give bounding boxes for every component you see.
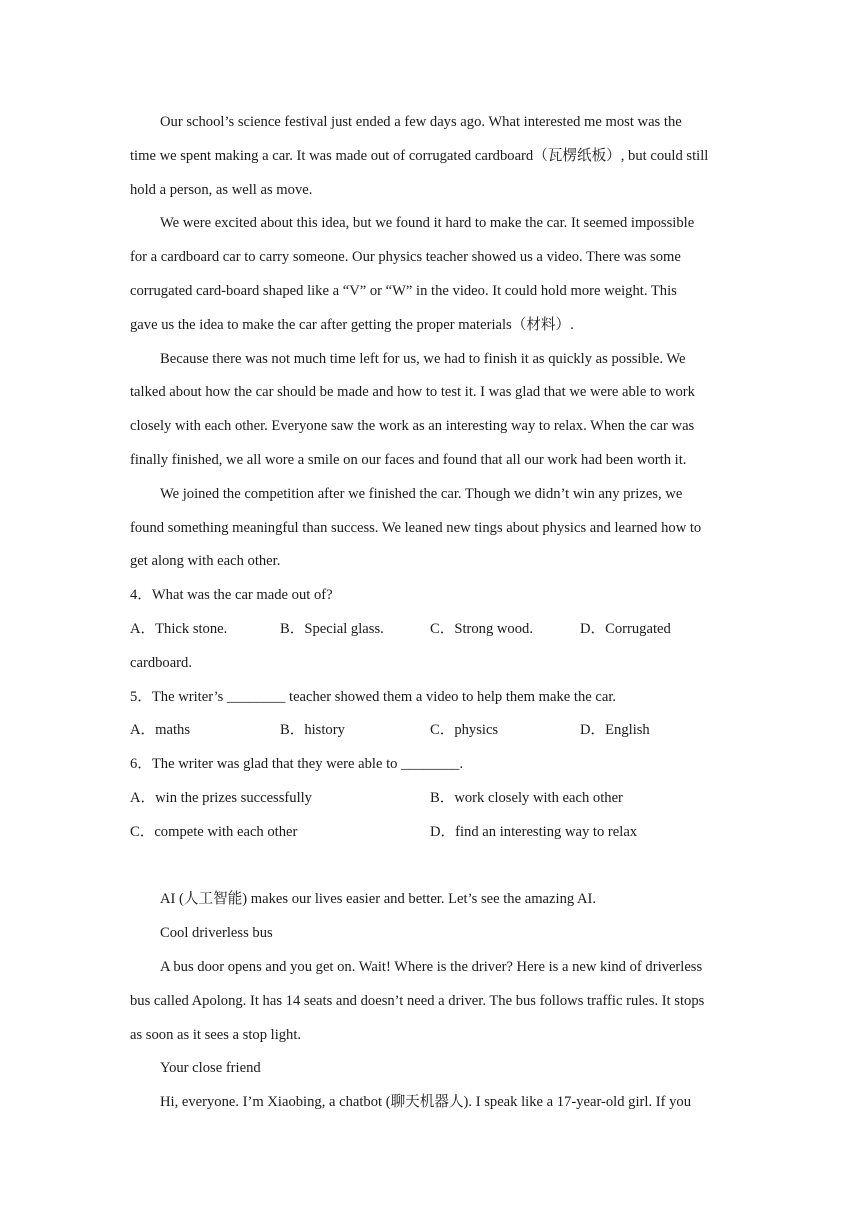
paragraph-line: as soon as it sees a stop light. — [130, 1026, 302, 1043]
option-d-continuation: cardboard. — [130, 654, 192, 671]
section-heading: Your close friend — [160, 1060, 261, 1077]
question-5 — [130, 684, 734, 752]
paragraph-line: Because there was not much time left for us, we had to finish it as quickly as possible. We — [160, 350, 686, 367]
option-d[interactable]: D．Corrugated — [580, 620, 671, 637]
paragraph-line: AI (人工智能) makes our lives easier and better. Let’s see the amazing AI. — [160, 891, 597, 908]
paragraph-line: talked about how the car should be made and how to test it. I was glad that we were able to work — [130, 384, 695, 401]
paragraph-line: time we spent making a car. It was made out of corrugated cardboard（瓦楞纸板）, but could still — [130, 147, 709, 164]
answer-options-row-1 — [130, 785, 734, 819]
option-a[interactable]: A．win the prizes successfully — [130, 789, 312, 806]
paragraph-line: finally finished, we all wore a smile on our faces and found that all our work had been worth it. — [130, 451, 687, 468]
question-4 — [130, 582, 734, 683]
paragraph-line: for a cardboard car to carry someone. Our physics teacher showed us a video. There was some — [130, 249, 681, 266]
question-stem: 5．The writer’s ________ teacher showed them a video to help them make the car. — [130, 688, 617, 705]
section-gap — [130, 853, 734, 887]
question-6 — [130, 751, 734, 852]
question-stem: 4．What was the car made out of? — [130, 587, 333, 604]
passage-science-festival — [130, 109, 734, 582]
document-page — [130, 109, 734, 1123]
option-b[interactable]: B．history — [280, 722, 345, 739]
option-d[interactable]: D．English — [580, 722, 650, 739]
answer-options — [130, 616, 734, 650]
paragraph-line: hold a person, as well as move. — [130, 181, 313, 198]
option-c[interactable]: C．physics — [430, 722, 499, 739]
option-d[interactable]: D．find an interesting way to relax — [430, 823, 638, 840]
paragraph-line: Our school’s science festival just ended a few days ago. What interested me most was the — [160, 114, 682, 130]
paragraph-line: We joined the competition after we finished the car. Though we didn’t win any prizes, we — [160, 485, 683, 502]
option-a[interactable]: A．maths — [130, 722, 190, 739]
paragraph-line: gave us the idea to make the car after getting the proper materials（材料）. — [130, 316, 574, 333]
paragraph-line: found something meaningful than success. We leaned new tings about physics and learned how to — [130, 519, 702, 536]
paragraph-line: get along with each other. — [130, 553, 281, 570]
paragraph-line: We were excited about this idea, but we found it hard to make the car. It seemed impossible — [160, 215, 695, 232]
paragraph-line: A bus door opens and you get on. Wait! Where is the driver? Here is a new kind of driverless — [160, 958, 703, 975]
option-c[interactable]: C．compete with each other — [130, 823, 298, 840]
passage-ai — [130, 886, 734, 1123]
paragraph-line: bus called Apolong. It has 14 seats and doesn’t need a driver. The bus follows traffic rules. It stops — [130, 992, 705, 1009]
paragraph-line: corrugated card-board shaped like a “V” or “W” in the video. It could hold more weight. This — [130, 282, 677, 299]
answer-options — [130, 717, 734, 751]
paragraph-line: closely with each other. Everyone saw the work as an interesting way to relax. When the car was — [130, 418, 695, 435]
section-heading: Cool driverless bus — [160, 925, 273, 942]
option-b[interactable]: B．Special glass. — [280, 620, 384, 637]
question-stem: 6．The writer was glad that they were able to ________. — [130, 756, 464, 773]
option-a[interactable]: A．Thick stone. — [130, 620, 228, 637]
option-b[interactable]: B．work closely with each other — [430, 789, 623, 806]
answer-options-row-2 — [130, 819, 734, 853]
paragraph-line: Hi, everyone. I’m Xiaobing, a chatbot (聊天机器人). I speak like a 17-year-old girl. If you — [160, 1094, 692, 1111]
option-c[interactable]: C．Strong wood. — [430, 620, 533, 637]
